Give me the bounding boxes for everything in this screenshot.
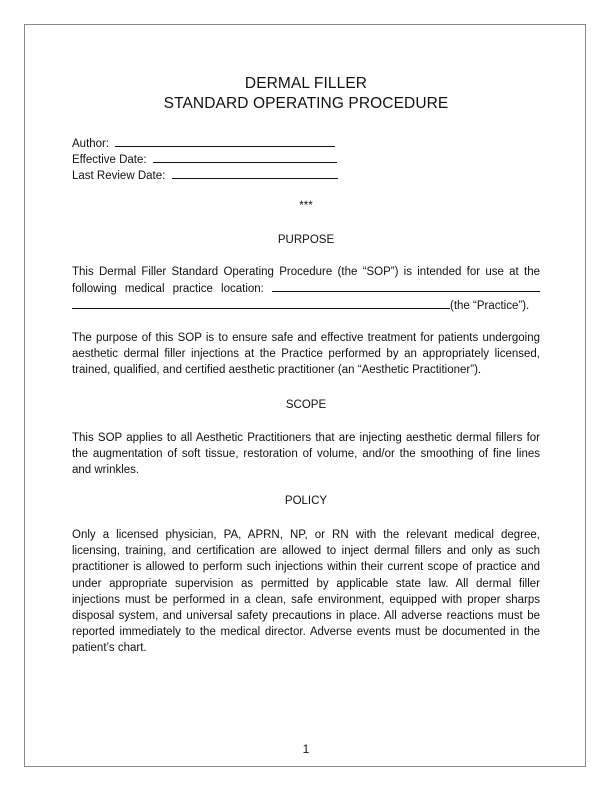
effective-date-label: Effective Date: bbox=[72, 154, 147, 166]
author-blank[interactable] bbox=[115, 135, 335, 147]
effective-date-blank[interactable] bbox=[153, 151, 337, 163]
document-subtitle: STANDARD OPERATING PROCEDURE bbox=[163, 95, 449, 112]
purpose-paragraph-1-text: This Dermal Filler Standard Operating Procedure (the “SOP”) is intended for use at the following medical practice location: bbox=[72, 266, 540, 296]
purpose-paragraph-1 bbox=[72, 264, 540, 315]
last-review-date-field bbox=[72, 167, 338, 184]
practice-location-blank-2[interactable] bbox=[72, 297, 450, 309]
practice-location-blank[interactable] bbox=[272, 280, 540, 292]
purpose-paragraph-2: The purpose of this SOP is to ensure safe and effective treatment for patients undergoing aesthetic dermal filler injections at the Practice performed by an appropriately licensed, trained, qualified, and certified aesthetic practitioner (an “Aesthetic Practitioner”). bbox=[72, 332, 540, 377]
scope-paragraph: This SOP applies to all Aesthetic Practitioners that are injecting aesthetic dermal fillers for the augmentation of soft tissue, restoration of volume, and/or the smoothing of fine lines and wrinkles. bbox=[72, 432, 540, 477]
last-review-date-label: Last Review Date: bbox=[72, 170, 166, 182]
effective-date-field bbox=[72, 151, 337, 168]
author-label: Author: bbox=[72, 138, 110, 150]
purpose-paragraph-1-end: (the “Practice”). bbox=[450, 300, 530, 313]
separator: *** bbox=[299, 200, 313, 212]
author-field bbox=[72, 135, 335, 152]
document-title: DERMAL FILLER bbox=[244, 75, 368, 92]
scope-heading: SCOPE bbox=[285, 399, 327, 411]
policy-paragraph: Only a licensed physician, PA, APRN, NP, or RN with the relevant medical degree, licensing, training, and certification are allowed to inject dermal fillers and only as such practitioner is allowed to perform such injections within their current scope of practice and under appropriate supervision as permitted by applicable state law. All dermal filler injections must be performed in a clean, safe environment, equipped with proper sharps disposal system, and universal safety precautions in place. All adverse reactions must be reported immediately to the medical director. Adverse events must be documented in the patient’s chart. bbox=[72, 529, 540, 655]
purpose-heading: PURPOSE bbox=[277, 234, 335, 246]
last-review-date-blank[interactable] bbox=[172, 167, 338, 179]
policy-heading: POLICY bbox=[284, 495, 328, 507]
page-number: 1 bbox=[302, 742, 310, 756]
